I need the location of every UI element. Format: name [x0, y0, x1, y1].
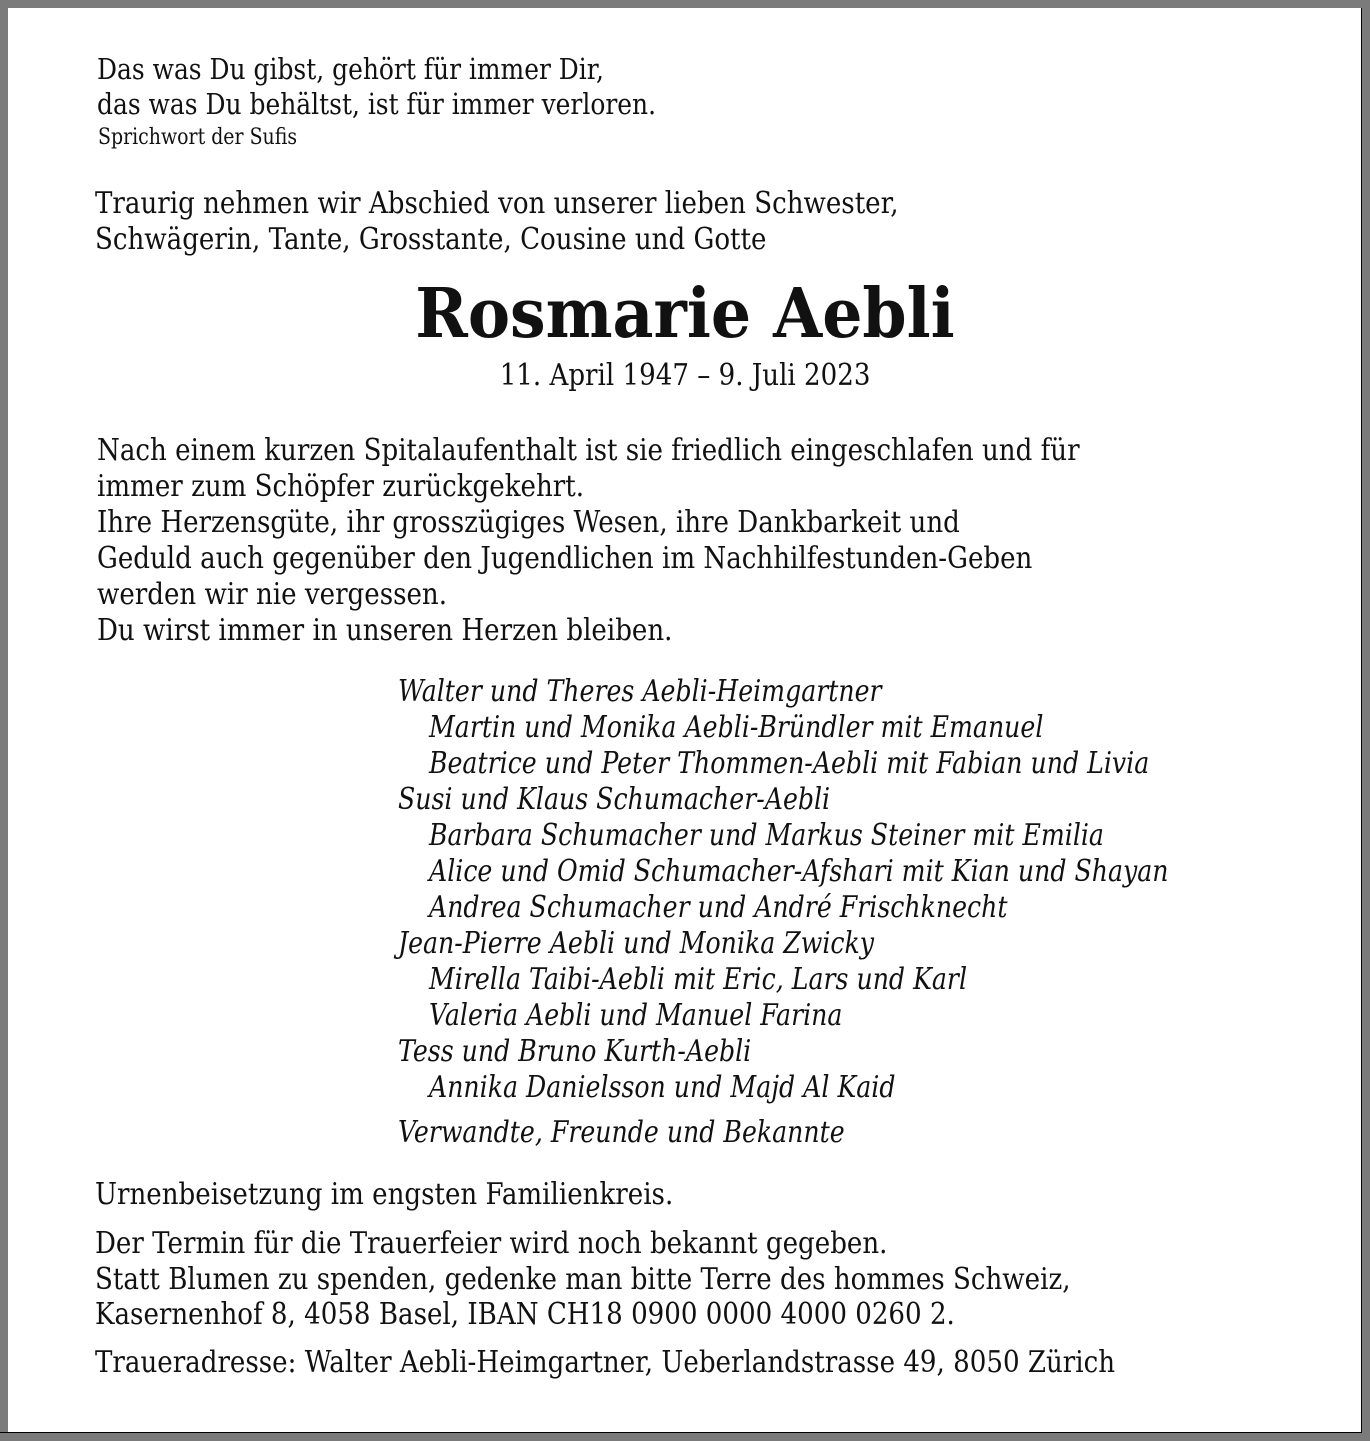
message-line: Ihre Herzensgüte, ihr grosszügiges Wesen, ihre Dankbarkeit und	[97, 505, 960, 540]
message-line: Geduld auch gegenüber den Jugendlichen im Nachhilfestunden-Geben	[97, 541, 1033, 576]
mourner-entry: Tess und Bruno Kurth-Aebli	[398, 1034, 752, 1069]
donation-line: Der Termin für die Trauerfeier wird noch bekannt gegeben.	[95, 1226, 888, 1261]
message-line: Du wirst immer in unseren Herzen bleiben.	[97, 613, 673, 648]
burial-note: Urnenbeisetzung im engsten Familienkreis.	[95, 1177, 674, 1212]
mourner-entry: Barbara Schumacher und Markus Steiner mit Emilia	[429, 818, 1104, 853]
quote-line: das was Du behältst, ist für immer verloren.	[97, 87, 657, 121]
message-line: werden wir nie vergessen.	[97, 577, 448, 612]
life-dates	[0, 358, 1370, 393]
deceased-name-text: Rosmarie Aebli	[415, 274, 955, 354]
frame-edge-right	[1361, 8, 1362, 1433]
mourning-address: Traueradresse: Walter Aebli-Heimgartner, Ueberlandstrasse 49, 8050 Zürich	[95, 1345, 1116, 1380]
frame-edge-bottom	[0, 1432, 1362, 1433]
deceased-name	[0, 274, 1370, 354]
quote-source: Sprichwort der Sufis	[98, 125, 298, 150]
mourner-entry: Mirella Taibi-Aebli mit Eric, Lars und Karl	[429, 962, 968, 997]
intro-line: Schwägerin, Tante, Grosstante, Cousine und Gotte	[95, 222, 767, 257]
mourner-entry: Valeria Aebli und Manuel Farina	[429, 998, 843, 1033]
mourner-entry: Beatrice und Peter Thommen-Aebli mit Fabian und Livia	[429, 746, 1150, 781]
intro-line: Traurig nehmen wir Abschied von unserer lieben Schwester,	[95, 186, 899, 221]
life-dates-text: 11. April 1947 – 9. Juli 2023	[499, 358, 871, 393]
quote-line: Das was Du gibst, gehört für immer Dir,	[97, 52, 604, 86]
donation-line: Kasernenhof 8, 4058 Basel, IBAN CH18 0900 0000 4000 0260 2.	[95, 1297, 955, 1332]
donation-line: Statt Blumen zu spenden, gedenke man bitte Terre des hommes Schweiz,	[95, 1262, 1071, 1297]
mourner-entry: Andrea Schumacher und André Frischknecht	[429, 890, 1008, 925]
mourner-entry: Susi und Klaus Schumacher-Aebli	[398, 782, 831, 817]
mourner-entry: Martin und Monika Aebli-Bründler mit Emanuel	[429, 710, 1044, 745]
message-line: Nach einem kurzen Spitalaufenthalt ist sie friedlich eingeschlafen und für	[97, 433, 1080, 468]
mourners-closing: Verwandte, Freunde und Bekannte	[398, 1115, 845, 1150]
mourner-entry: Jean-Pierre Aebli und Monika Zwicky	[398, 926, 875, 961]
mourner-entry: Walter und Theres Aebli-Heimgartner	[398, 674, 882, 709]
mourner-entry: Annika Danielsson und Majd Al Kaid	[429, 1070, 896, 1105]
mourner-entry: Alice und Omid Schumacher-Afshari mit Kian und Shayan	[429, 854, 1169, 889]
message-line: immer zum Schöpfer zurückgekehrt.	[97, 469, 585, 504]
